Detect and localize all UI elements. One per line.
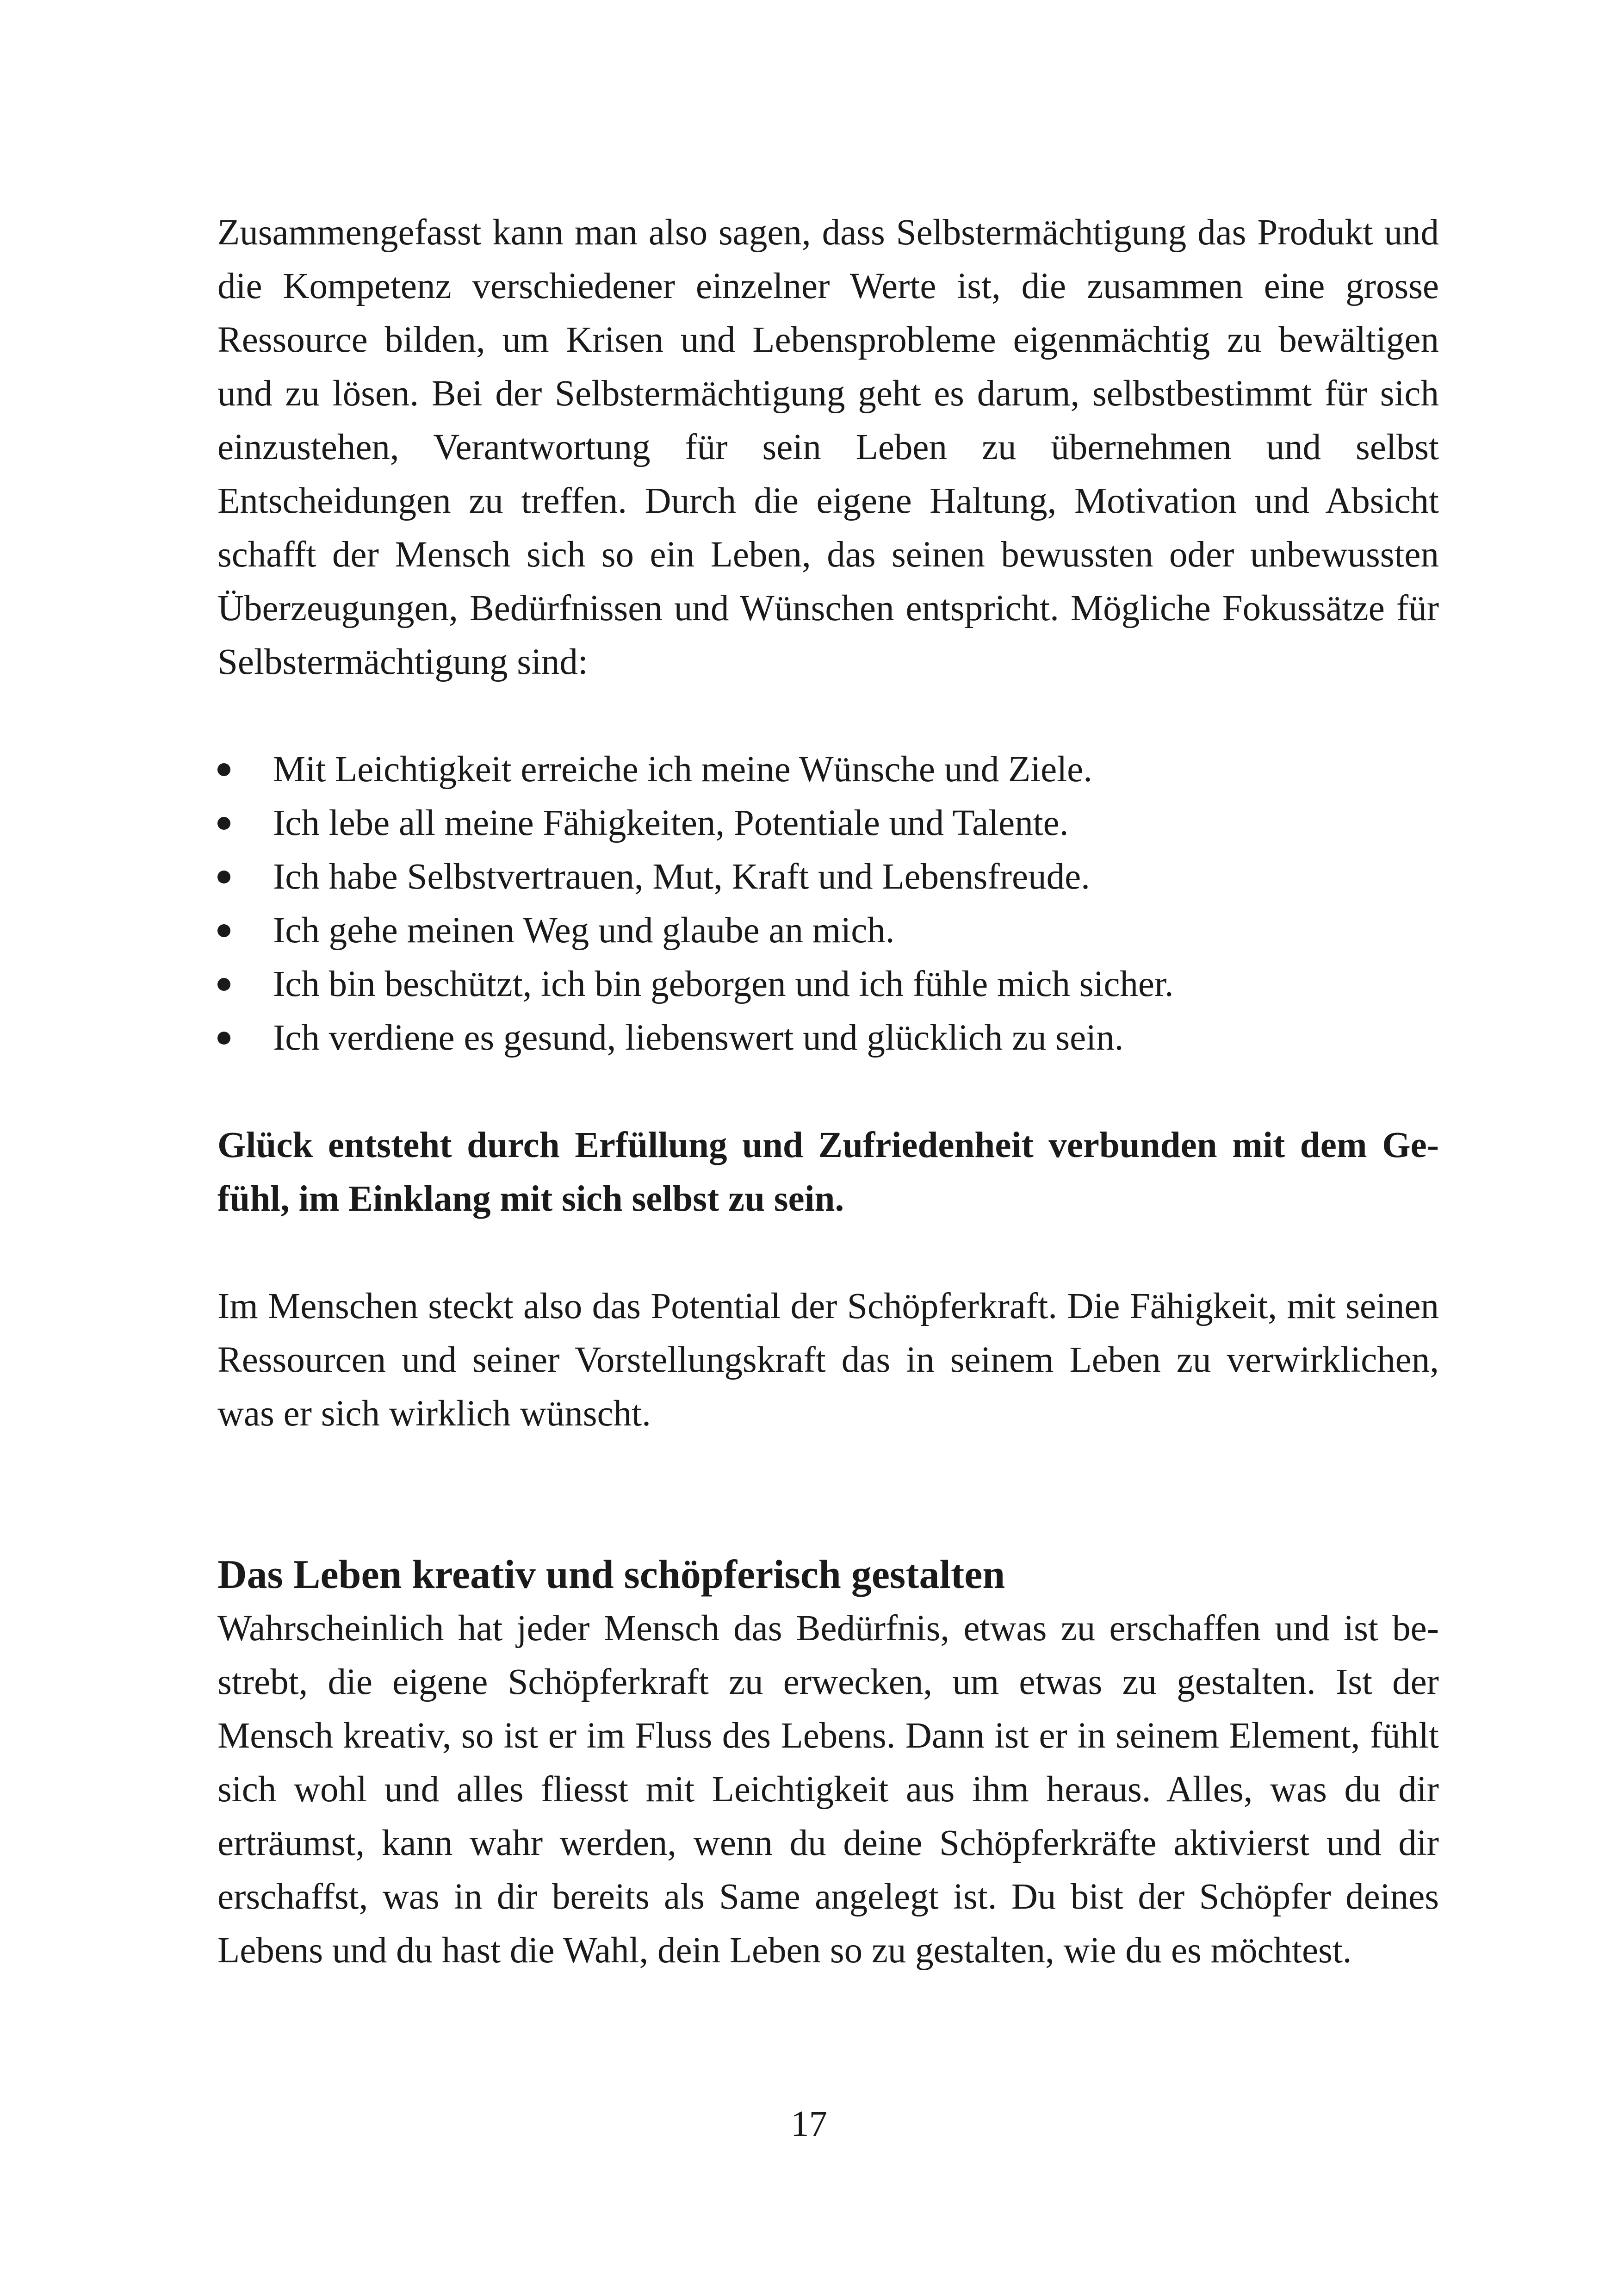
bullet-icon <box>217 817 230 830</box>
list-item <box>217 743 1439 796</box>
list-item-text: Mit Leichtigkeit erreiche ich meine Wünsche und Ziele. <box>273 749 1092 790</box>
paragraph-leben-gestalten: Wahrscheinlich hat jeder Mensch das Bedürfnis, etwas zu erschaffen und ist bestrebt, die eigene Schöpferkraft zu erwecken, um etwas zu gestalten. Ist der Mensch kreativ, so ist er im Fluss des Lebens. Dann ist er in seinem Element, fühlt sich wohl und alles fliesst mit Leichtigkeit aus ihm heraus. Alles, was du dir erträumst, kann wahr werden, wenn du deine Schöpferkräfte aktivierst und dir erschaffst, was in dir bereits als Same angelegt ist. Du bist der Schöpfer deines Lebens und du hast die Wahl, dein Leben so zu gestalten, wie du es möchtest. <box>217 1608 1439 1971</box>
bullet-icon <box>217 871 230 884</box>
bullet-icon <box>217 978 230 991</box>
list-item <box>217 958 1439 1011</box>
emphasis-statement: Glück entsteht durch Erfüllung und Zufriedenheit verbunden mit dem Gefühl, im Einklang mit sich selbst zu sein. <box>217 1125 1439 1219</box>
list-item <box>217 850 1439 904</box>
page-number: 17 <box>791 2104 827 2144</box>
list-item-text: Ich bin beschützt, ich bin geborgen und ich fühle mich sicher. <box>273 964 1174 1004</box>
bullet-icon <box>217 1032 230 1045</box>
page-content <box>217 206 1439 1978</box>
bullet-icon <box>217 763 230 776</box>
list-item <box>217 904 1439 958</box>
list-item-text: Ich habe Selbstvertrauen, Mut, Kraft und Lebensfreude. <box>273 857 1090 897</box>
list-item-text: Ich lebe all meine Fähigkeiten, Potentiale und Talente. <box>273 803 1069 843</box>
focus-sentence-list <box>217 743 1439 1065</box>
list-item-text: Ich verdiene es gesund, liebenswert und glücklich zu sein. <box>273 1018 1124 1058</box>
paragraph-selbstermaechtigung: Zusammengefasst kann man also sagen, dass Selbstermächtigung das Produkt und die Kompetenz verschiedener einzelner Werte ist, die zusammen eine grosse Ressource bilden, um Krisen und Lebensprobleme eigenmächtig zu bewältigen und zu lösen. Bei der Selbstermächtigung geht es darum, selbstbestimmt für sich einzustehen, Verantwortung für sein Leben zu übernehmen und selbst Entscheidungen zu treffen. Durch die eigene Haltung, Motivation und Absicht schafft der Mensch sich so ein Leben, das seinen bewussten oder unbewussten Überzeugungen, Bedürfnissen und Wünschen entspricht. Mögliche Fokussätze für Selbstermächtigung sind: <box>217 212 1439 682</box>
list-item <box>217 1011 1439 1065</box>
section-heading: Das Leben kreativ und schöpferisch gestalten <box>217 1552 1005 1597</box>
paragraph-schoepferkraft: Im Menschen steckt also das Potential der Schöpferkraft. Die Fähigkeit, mit seinen Ressourcen und seiner Vorstellungskraft das in seinem Leben zu verwirklichen, was er sich wirklich wünscht. <box>217 1286 1439 1434</box>
bullet-icon <box>217 924 230 937</box>
list-item <box>217 796 1439 850</box>
list-item-text: Ich gehe meinen Weg und glaube an mich. <box>273 910 895 951</box>
